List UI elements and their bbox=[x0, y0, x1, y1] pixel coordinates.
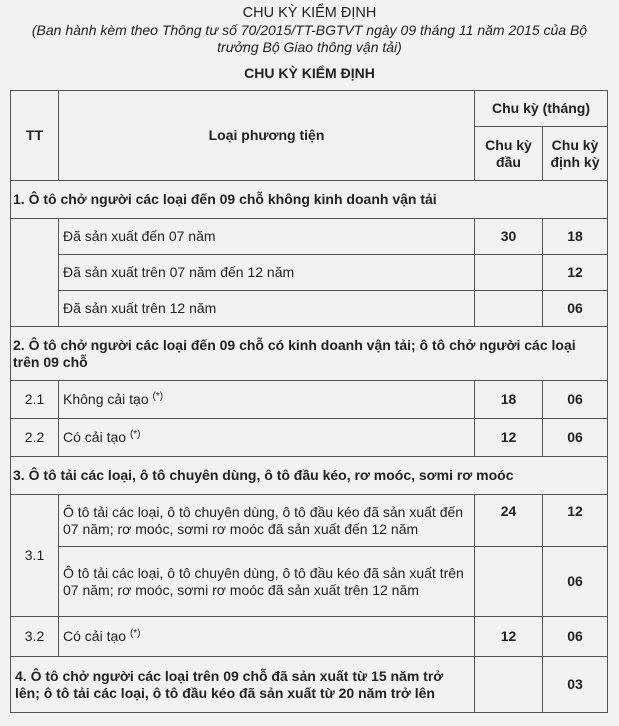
group-3-label: 3. Ô tô tải các loại, ô tô chuyên dùng, ô tô đầu kéo, rơ moóc, sơmi rơ moóc bbox=[11, 457, 608, 495]
table-row bbox=[11, 547, 608, 617]
first-cycle-value: 30 bbox=[475, 219, 543, 255]
vehicle-desc: Đã sản xuất trên 07 năm đến 12 năm bbox=[59, 255, 475, 291]
vehicle-desc bbox=[59, 381, 475, 419]
table-row bbox=[11, 291, 608, 327]
table-row bbox=[11, 255, 608, 291]
table-row bbox=[11, 219, 608, 255]
vehicle-desc bbox=[59, 419, 475, 457]
document-title: CHU KỲ KIỂM ĐỊNH bbox=[242, 5, 377, 21]
desc-text: Có cải tạo bbox=[63, 628, 127, 644]
vehicle-desc bbox=[59, 617, 475, 657]
first-cycle-value: 24 bbox=[475, 495, 543, 547]
first-cycle-value bbox=[475, 657, 543, 713]
periodic-cycle-value: 18 bbox=[543, 219, 608, 255]
table-row bbox=[11, 657, 608, 713]
group-4-label: 4. Ô tô chở người các loại trên 09 chỗ đã sản xuất từ 15 năm trở lên; ô tô tải các loại, ô tô đầu kéo đã sản xuất từ 20 năm trở lên bbox=[11, 657, 475, 713]
header-first-cycle: Chu kỳ đầu bbox=[475, 127, 543, 181]
desc-text: Có cải tạo bbox=[63, 429, 127, 445]
vehicle-desc: Ô tô tải các loại, ô tô chuyên dùng, ô tô đầu kéo đã sản xuất trên 07 năm; rơ moóc, sơmi rơ moóc đã sản xuất trên 12 năm bbox=[59, 547, 475, 617]
table-row bbox=[11, 617, 608, 657]
header-cycle-months: Chu kỳ (tháng) bbox=[475, 91, 608, 127]
periodic-cycle-value: 12 bbox=[543, 255, 608, 291]
first-cycle-value bbox=[475, 291, 543, 327]
group-row bbox=[11, 181, 608, 219]
vehicle-desc: Đã sản xuất trên 12 năm bbox=[59, 291, 475, 327]
periodic-cycle-value: 06 bbox=[543, 419, 608, 457]
group-1-label: 1. Ô tô chở người các loại đến 09 chỗ không kinh doanh vận tải bbox=[11, 181, 608, 219]
first-cycle-value: 12 bbox=[475, 617, 543, 657]
first-cycle-value bbox=[475, 547, 543, 617]
tt-cell: 3.1 bbox=[11, 495, 59, 617]
document-subtitle bbox=[0, 22, 619, 55]
table-row bbox=[11, 381, 608, 419]
header-periodic-cycle: Chu kỳ định kỳ bbox=[543, 127, 608, 181]
footnote-mark: (*) bbox=[152, 391, 164, 402]
vehicle-desc: Đã sản xuất đến 07 năm bbox=[59, 219, 475, 255]
table-title: CHU KỲ KIỂM ĐỊNH bbox=[244, 65, 375, 81]
periodic-cycle-value: 03 bbox=[543, 657, 608, 713]
inspection-cycle-table bbox=[10, 90, 608, 713]
footnote-mark: (*) bbox=[129, 628, 141, 639]
tt-cell: 2.2 bbox=[11, 419, 59, 457]
header-row bbox=[11, 91, 608, 127]
subtitle-line-2: trưởng Bộ Giao thông vận tải) bbox=[217, 38, 402, 55]
table-row bbox=[11, 419, 608, 457]
group-row bbox=[11, 457, 608, 495]
tt-cell: 3.2 bbox=[11, 617, 59, 657]
header-tt: TT bbox=[11, 91, 59, 181]
tt-cell bbox=[11, 219, 59, 327]
group-2-label: 2. Ô tô chở người các loại đến 09 chỗ có kinh doanh vận tải; ô tô chở người các loại trên 09 chỗ bbox=[11, 327, 608, 381]
desc-text: Không cải tạo bbox=[63, 391, 149, 407]
first-cycle-value: 18 bbox=[475, 381, 543, 419]
periodic-cycle-value: 06 bbox=[543, 291, 608, 327]
first-cycle-value bbox=[475, 255, 543, 291]
subtitle-line-1: (Ban hành kèm theo Thông tư số 70/2015/TT-BGTVT ngày 09 tháng 11 năm 2015 của Bộ bbox=[31, 22, 588, 38]
group-row bbox=[11, 327, 608, 381]
tt-cell: 2.1 bbox=[11, 381, 59, 419]
table-row bbox=[11, 495, 608, 547]
periodic-cycle-value: 06 bbox=[543, 381, 608, 419]
header-vehicle-type: Loại phương tiện bbox=[59, 91, 475, 181]
periodic-cycle-value: 06 bbox=[543, 617, 608, 657]
periodic-cycle-value: 12 bbox=[543, 495, 608, 547]
vehicle-desc: Ô tô tải các loại, ô tô chuyên dùng, ô tô đầu kéo đã sản xuất đến 07 năm; rơ moóc, sơmi rơ moóc đã sản xuất đến 12 năm bbox=[59, 495, 475, 547]
footnote-mark: (*) bbox=[129, 429, 141, 440]
periodic-cycle-value: 06 bbox=[543, 547, 608, 617]
first-cycle-value: 12 bbox=[475, 419, 543, 457]
